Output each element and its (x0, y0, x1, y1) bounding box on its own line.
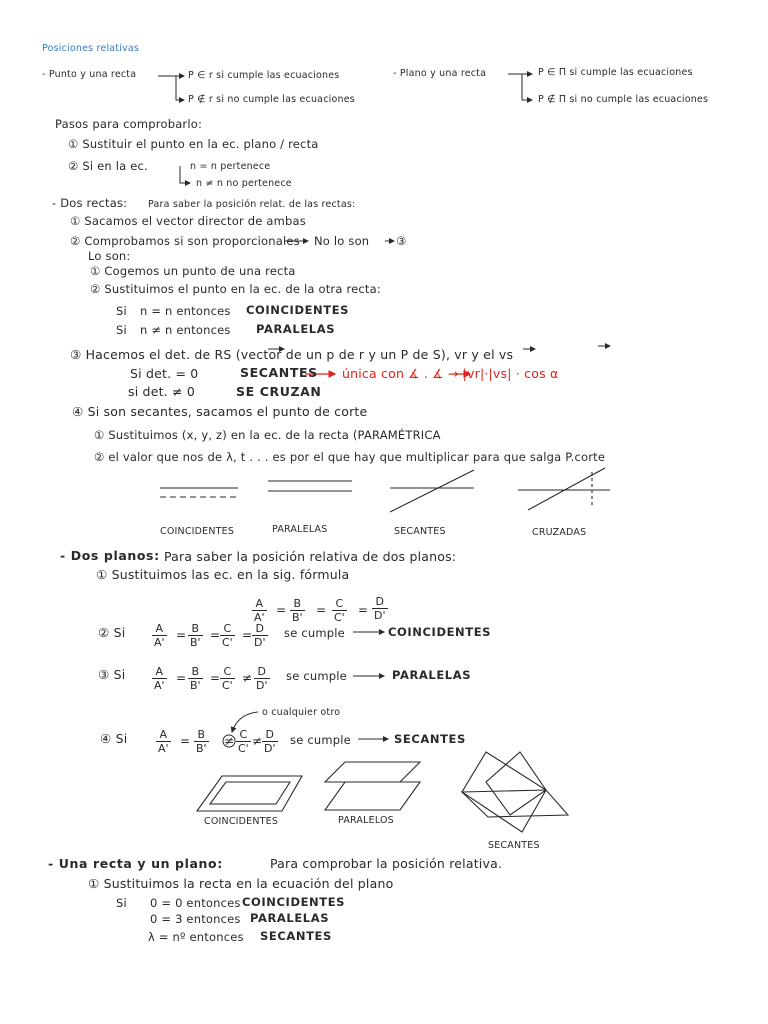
cond-si-2: Si (116, 323, 127, 337)
fig-plano-coincidentes: COINCIDENTES (204, 816, 279, 827)
frac-row3-b: $\frac{B}{B'}$ (190, 665, 201, 692)
recta-plano-label: - Una recta y un plano: (48, 856, 223, 871)
frac-row3-c: $\frac{C}{C'}$ (222, 665, 233, 692)
recta-plano-c1: 0 = 0 entonces (150, 896, 241, 910)
recta-plano-desc: Para comprobar la posición relativa. (270, 856, 503, 871)
planos-step4: ④ Si (100, 731, 128, 746)
bracket-pasos (180, 166, 190, 183)
frac-row2-a: $\frac{A}{A'}$ (154, 622, 165, 649)
plano-recta-label: - Plano y una recta (393, 68, 487, 79)
recta-plano-secantes: SECANTES (260, 929, 332, 943)
recta-plano-c2: 0 = 3 entonces (150, 912, 241, 926)
punto-recta-opt1: P ∈ r si cumple las ecuaciones (188, 70, 340, 81)
page-title: Posiciones relativas (42, 43, 140, 54)
dos-rectas-step4-2: ② el valor que nos de λ, t . . . es por el que hay que multiplicar para que salga P.corte (94, 450, 606, 464)
recta-plano-paralelas: PARALELAS (250, 911, 330, 925)
frac-row2-c: $\frac{C}{C'}$ (222, 622, 233, 649)
dos-rectas-step2-1: ① Cogemos un punto de una recta (90, 264, 296, 278)
dos-rectas-label: - Dos rectas: (52, 196, 128, 210)
dos-rectas-lo-son: Lo son: (88, 249, 131, 263)
recta-plano-si: Si (116, 896, 127, 910)
dos-rectas-step4: ④ Si son secantes, sacamos el punto de corte (72, 404, 368, 419)
frac-row4-d: $\frac{D}{D'}$ (264, 728, 276, 755)
note-cualquier-otro: o cualquier otro (262, 707, 341, 718)
result-paralelas: PARALELAS (256, 322, 336, 336)
step3-det-nonzero: si det. ≠ 0 (128, 384, 196, 399)
frac-row1-d: $\frac{D}{D'}$ (374, 595, 386, 622)
planos-step2: ② Si (98, 625, 126, 640)
cond-2: n ≠ n entonces (140, 323, 231, 337)
frac-row3-d: $\frac{D}{D'}$ (256, 665, 268, 692)
plano-recta-opt2: P ∉ Π si no cumple las ecuaciones (538, 94, 709, 105)
planos-step3: ③ Si (98, 667, 126, 682)
planos-cumple-3: se cumple (286, 669, 347, 683)
frac-row4-a: $\frac{A}{A'}$ (158, 728, 169, 755)
planos-result-coincidentes: COINCIDENTES (388, 625, 492, 639)
dos-rectas-no-lo-son: No lo son (314, 234, 370, 248)
planos-cumple-2: se cumple (284, 626, 345, 640)
bracket-plano-recta (508, 74, 532, 100)
frac-row4-c: $\frac{C}{C'}$ (238, 728, 249, 755)
diagram-coincidentes (160, 488, 238, 497)
diagram-secantes (390, 470, 474, 512)
fig-label-paralelas: PARALELAS (272, 524, 328, 535)
dos-planos-label: - Dos planos: (60, 548, 160, 563)
recta-plano-c3: λ = nº entonces (148, 930, 244, 944)
dos-rectas-ref3: ③ (396, 234, 407, 248)
plano-recta-opt1: P ∈ Π si cumple las ecuaciones (538, 67, 693, 78)
recta-plano-coincidentes: COINCIDENTES (242, 895, 346, 909)
frac-row4-b: $\frac{B}{B'}$ (196, 728, 207, 755)
dos-rectas-step2: ② Comprobamos si son proporcionales (70, 234, 300, 248)
pasos-step2b: n ≠ n no pertenece (196, 178, 292, 189)
dos-rectas-step3: ③ Hacemos el det. de RS (vector de un p de r y un P de S), vr y el vs (70, 347, 514, 362)
step3-secantes: SECANTES (240, 365, 318, 380)
fig-plano-secantes: SECANTES (488, 840, 540, 851)
diagram-paralelas (268, 481, 352, 491)
planos-cumple-4: se cumple (290, 733, 351, 747)
notes-page: Posiciones relativas - Punto y una recta P ∈ r si cumple las ecuaciones P ∉ r si no cumple las ecuaciones - Plano y una recta P ∈ Π si cumple las ecuaciones P ∉ Π si no cumple las ecuaciones Pasos para comprobarlo: ① Sustituir el punto en la ec. plano / recta ② Si en la ec. n = n pertenece n ≠ n no pertenece - Dos rectas: Para saber la posición relat. de las rectas: ① Sacamos el vector director de ambas ② Comprobamos si son proporcionales No lo son ③ Lo son: ① Cogemos un punto de una recta ② Sustituimos el punto en la ec. de la otra recta: Si n = n entonces COINCIDENTES Si n ≠ n entonces PARALELAS ③ Hacemos el det. de RS (vector de un p de r y un P de S), vr y el vs Si det. = 0 SECANTES única con ∡ . ∡ → |vr|·|vs| · cos α si det. ≠ 0 SE CRUZAN ④ Si son secantes, sacamos el punto de corte ① Sustituimos (x, y, z) en la ec. de la recta (PARAMÉTRICA ② el valor que nos de λ, t . . . es por el que hay que multiplicar para que salga P.corte COINCIDENTES PARALELAS SECANTES CRUZADAS - Dos planos: Para saber la posición relativa de dos planos: ① Sustituimos las ec. en la sig. fórmula $\frac{A}{A'}$ = $\frac{B}{B'}$ = $\frac{C}{C'}$ = $\frac{D}{D'}$ ② Si $\frac{A}{A'}$ = $\frac{B}{B'}$ = $\frac{C}{C'}$ = $\frac{D}{D'}$ se cumple COINCIDENTES ③ Si $\frac{A}{A'}$ = $\frac{B}{B'}$ = $\frac{C}{C'}$ ≠ $\frac{D}{D'}$ se cumple PARALELAS o cualquier otro ④ Si $\frac{A}{A'}$ = $\frac{B}{B'}$ ≠ $\frac{C}{C'}$ ≠ $\frac{D}{D'}$ se cumple SECANTES COINCIDENTES PARALELOS SECANTES - Una recta y un plano: Para comprobar la posición relativa. ① Sustituimos la recta en la ecuación del plano Si 0 = 0 entonces COINCIDENTES 0 = 3 entonces PARALELAS λ = nº entonces SECANTES (0, 0, 768, 1024)
frac-row2-d: $\frac{D}{D'}$ (254, 622, 266, 649)
pasos-step2: ② Si en la ec. (68, 159, 148, 173)
planos-result-secantes: SECANTES (394, 732, 466, 746)
dos-planos-desc: Para saber la posición relativa de dos planos: (164, 549, 457, 564)
punto-recta-label: - Punto y una recta (42, 69, 137, 80)
frac-row1-a: $\frac{A}{A'}$ (254, 597, 265, 624)
cond-1: n = n entonces (140, 304, 231, 318)
dos-planos-step1: ① Sustituimos las ec. en la sig. fórmula (96, 567, 350, 582)
bracket-punto-recta (158, 76, 184, 100)
frac-row3-a: $\frac{A}{A'}$ (154, 665, 165, 692)
dos-rectas-desc: Para saber la posición relat. de las rectas: (148, 199, 356, 210)
dos-rectas-step2-2: ② Sustituimos el punto en la ec. de la otra recta: (90, 282, 381, 296)
pasos-step1: ① Sustituir el punto en la ec. plano / recta (68, 137, 319, 151)
frac-row2-b: $\frac{B}{B'}$ (190, 622, 201, 649)
cond-si-1: Si (116, 304, 127, 318)
dos-rectas-step1: ① Sacamos el vector director de ambas (70, 214, 306, 228)
frac-row1-c: $\frac{C}{C'}$ (334, 597, 345, 624)
diagram-planos-paralelos (325, 762, 420, 810)
step3-angle-note: única con ∡ . ∡ → |vr|·|vs| · cos α (342, 366, 559, 381)
result-coincidentes: COINCIDENTES (246, 303, 350, 317)
pasos-title: Pasos para comprobarlo: (55, 117, 203, 131)
step3-se-cruzan: SE CRUZAN (236, 384, 322, 399)
fig-label-cruzadas: CRUZADAS (532, 527, 587, 538)
pasos-step2a: n = n pertenece (190, 161, 271, 172)
diagram-planos-coincidentes (197, 776, 302, 811)
diagram-cruzadas (518, 468, 610, 510)
fig-plano-paralelos: PARALELOS (338, 815, 394, 826)
frac-row1-b: $\frac{B}{B'}$ (292, 597, 303, 624)
dos-rectas-step4-1: ① Sustituimos (x, y, z) en la ec. de la recta (PARAMÉTRICA (94, 428, 441, 442)
recta-plano-step1: ① Sustituimos la recta en la ecuación del plano (88, 876, 394, 891)
planos-result-paralelas: PARALELAS (392, 668, 472, 682)
diagram-planos-secantes (462, 752, 568, 832)
punto-recta-opt2: P ∉ r si no cumple las ecuaciones (188, 94, 355, 105)
fig-label-coincidentes: COINCIDENTES (160, 526, 235, 537)
step3-det-zero: Si det. = 0 (130, 366, 199, 381)
fig-label-secantes: SECANTES (394, 526, 446, 537)
